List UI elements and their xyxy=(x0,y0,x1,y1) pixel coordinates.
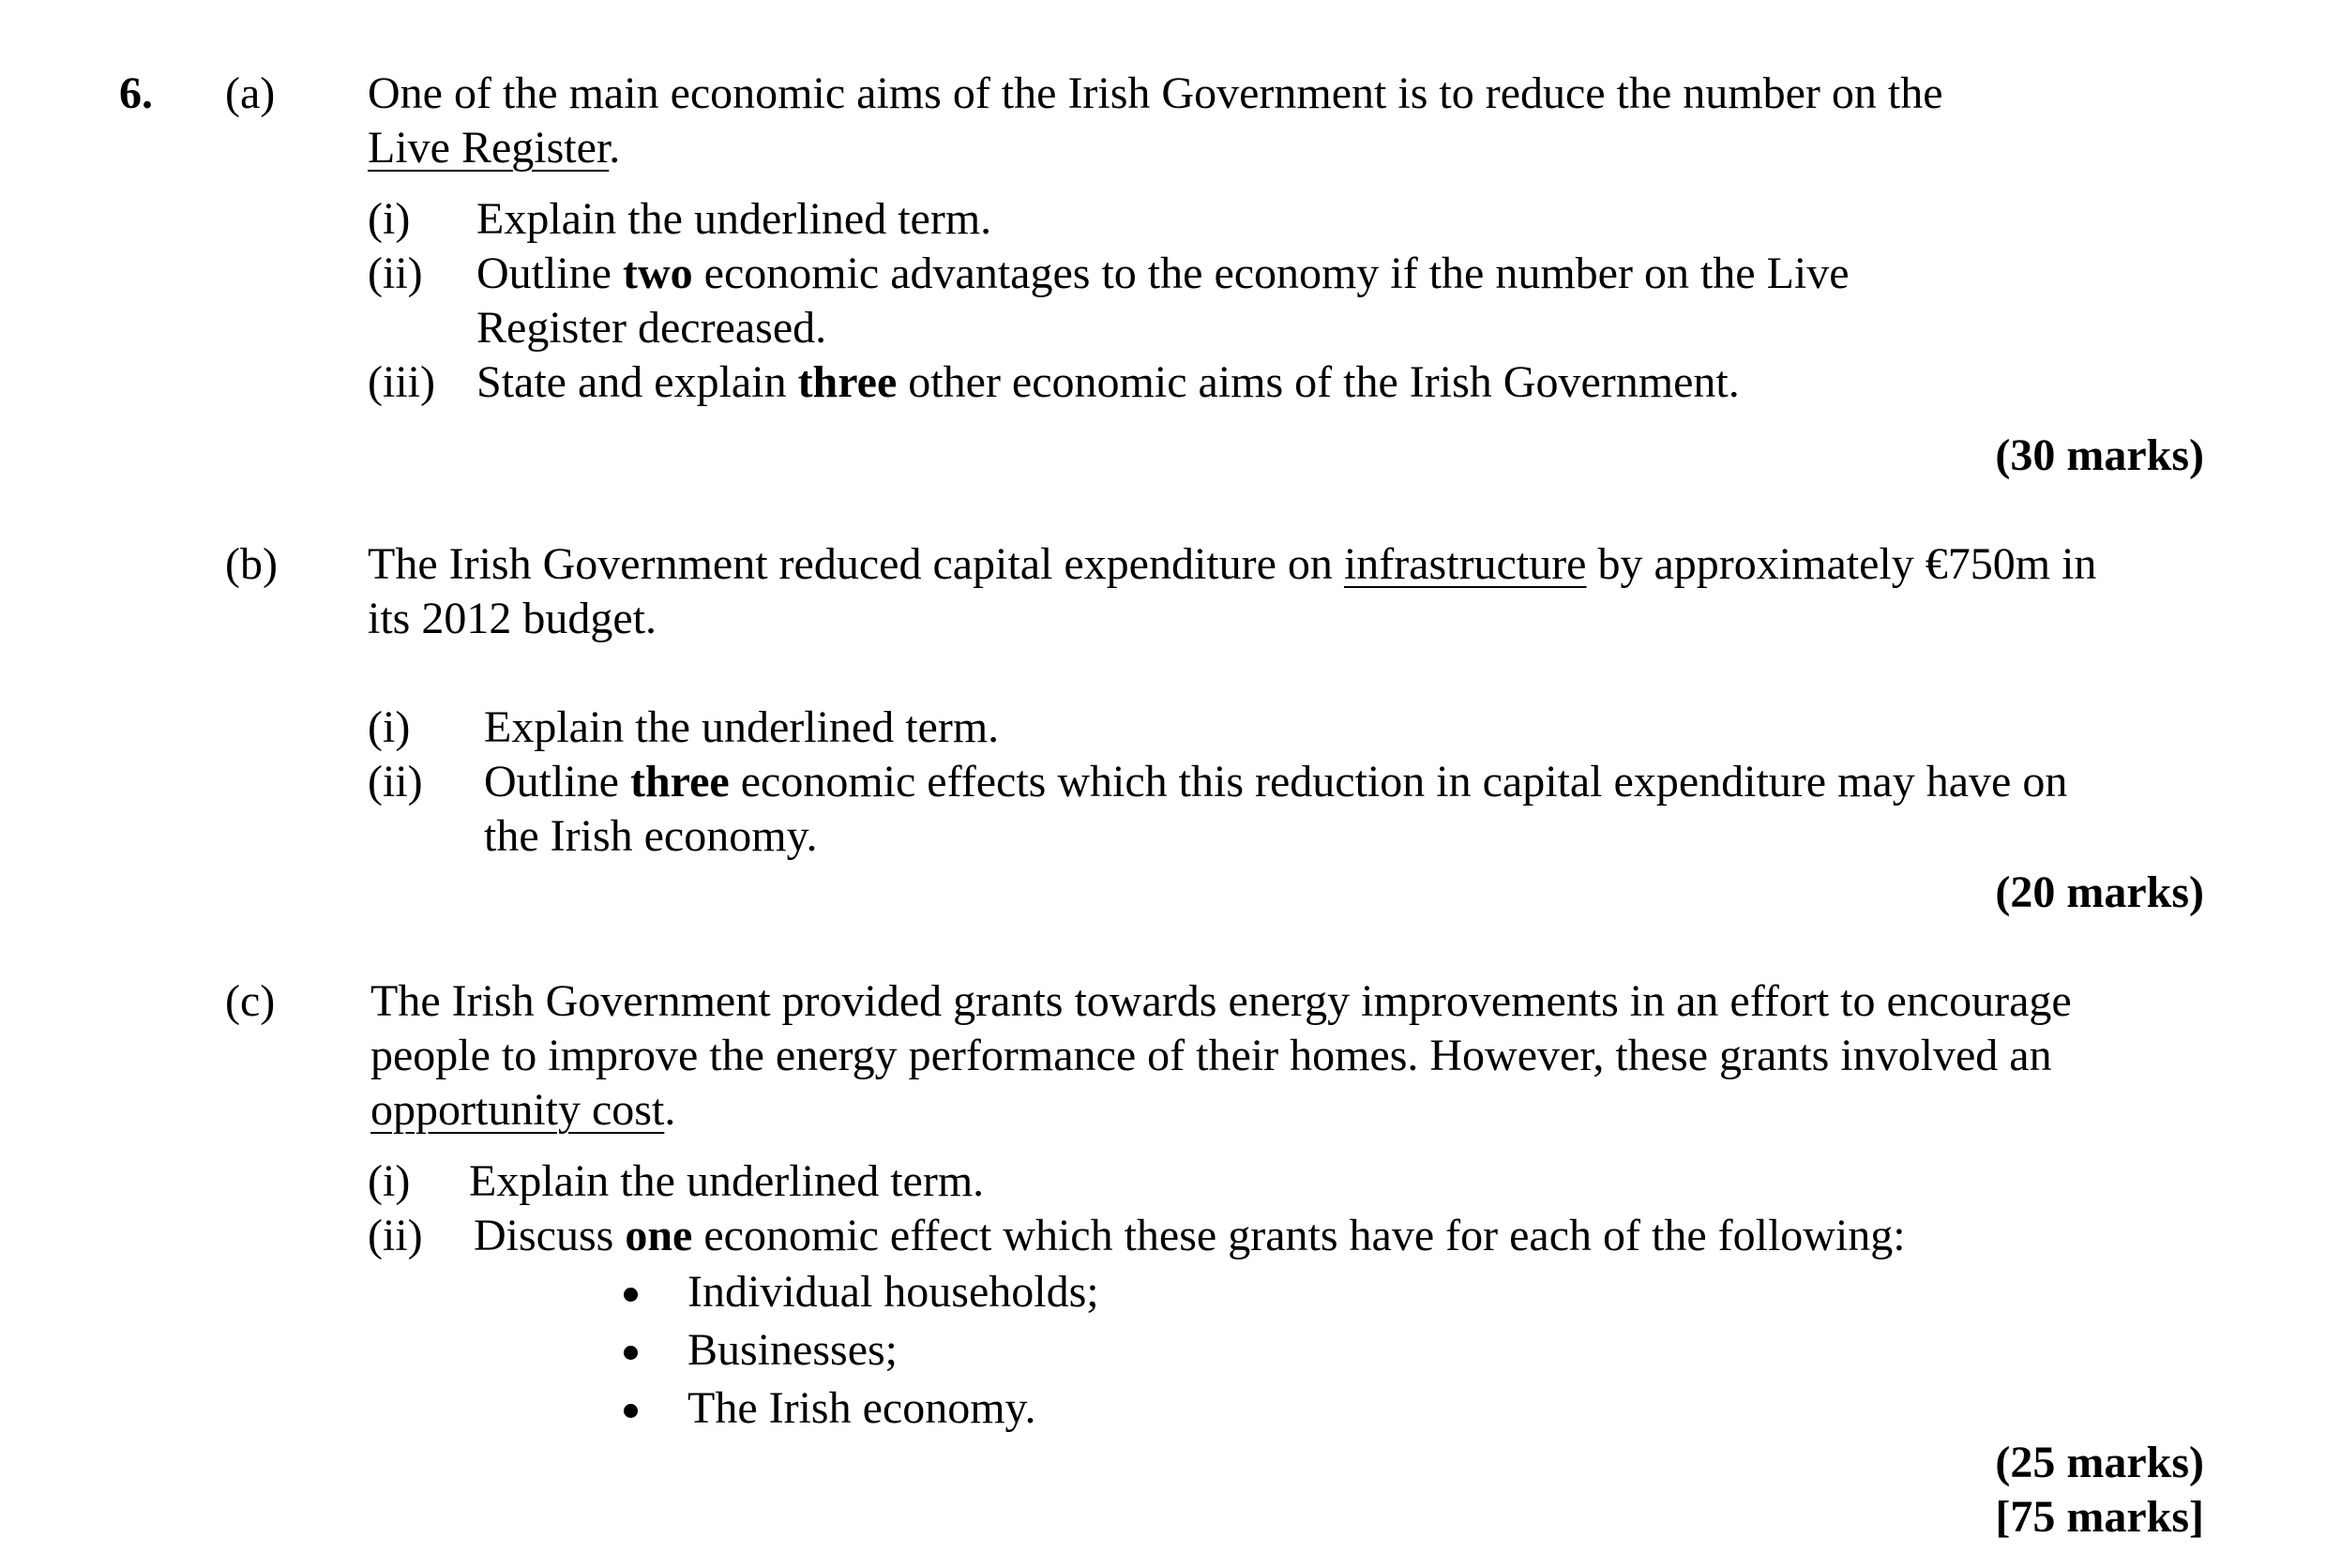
list-item: Individual households; xyxy=(687,1267,1099,1317)
part-a-intro-line2: Live Register. xyxy=(368,123,621,173)
part-b-label: (b) xyxy=(225,539,278,589)
part-a-ii-text-line2: Register decreased. xyxy=(476,303,827,353)
question-number: 6. xyxy=(119,68,153,118)
part-a-intro-line1: One of the main economic aims of the Irish Government is to reduce the number on the xyxy=(368,68,1943,118)
list-item: Businesses; xyxy=(687,1325,899,1375)
bullet-icon xyxy=(624,1404,638,1418)
part-b-marks: (20 marks) xyxy=(1995,867,2204,917)
underlined-term-live-register: Live Register xyxy=(368,123,610,173)
part-a-i-text: Explain the underlined term. xyxy=(476,194,992,244)
part-c-intro-line2: people to improve the energy performance of their homes. However, these grants involved an xyxy=(370,1031,2052,1080)
part-a-marks: (30 marks) xyxy=(1995,430,2204,480)
part-a-iii-label: (iii) xyxy=(368,357,435,407)
part-b-intro-line2: its 2012 budget. xyxy=(368,594,657,643)
part-c-intro-line3: opportunity cost. xyxy=(370,1085,676,1135)
part-a-ii-text: Outline two economic advantages to the economy if the number on the Live xyxy=(476,249,1850,298)
list-item: The Irish economy. xyxy=(687,1383,1036,1433)
part-c-marks: (25 marks) xyxy=(1995,1438,2204,1487)
part-b-ii-text-line2: the Irish economy. xyxy=(484,811,818,861)
part-c-i-label: (i) xyxy=(368,1156,411,1206)
part-a-ii-label: (ii) xyxy=(368,249,423,298)
part-b-i-label: (i) xyxy=(368,702,411,752)
part-c-label: (c) xyxy=(225,976,276,1026)
underlined-term-infrastructure: infrastructure xyxy=(1343,539,1587,589)
part-b-intro-line1: The Irish Government reduced capital expenditure on infrastructure by approximately €750m in xyxy=(368,539,2097,589)
bullet-icon xyxy=(624,1288,638,1302)
part-a-i-label: (i) xyxy=(368,194,411,244)
part-a-iii-text: State and explain three other economic aims of the Irish Government. xyxy=(476,357,1740,407)
part-b-ii-label: (ii) xyxy=(368,757,423,807)
part-a-label: (a) xyxy=(225,68,276,118)
total-marks: [75 marks] xyxy=(1995,1492,2204,1542)
part-c-ii-label: (ii) xyxy=(368,1211,423,1260)
part-c-i-text: Explain the underlined term. xyxy=(469,1156,985,1206)
part-c-ii-text: Discuss one economic effect which these grants have for each of the following: xyxy=(474,1211,1906,1260)
part-b-ii-text: Outline three economic effects which this reduction in capital expenditure may have on xyxy=(484,757,2068,807)
underlined-term-opportunity-cost: opportunity cost xyxy=(370,1085,665,1135)
part-c-intro-line1: The Irish Government provided grants towards energy improvements in an effort to encourage xyxy=(370,976,2072,1026)
bullet-icon xyxy=(624,1346,638,1360)
part-b-i-text: Explain the underlined term. xyxy=(484,702,1000,752)
